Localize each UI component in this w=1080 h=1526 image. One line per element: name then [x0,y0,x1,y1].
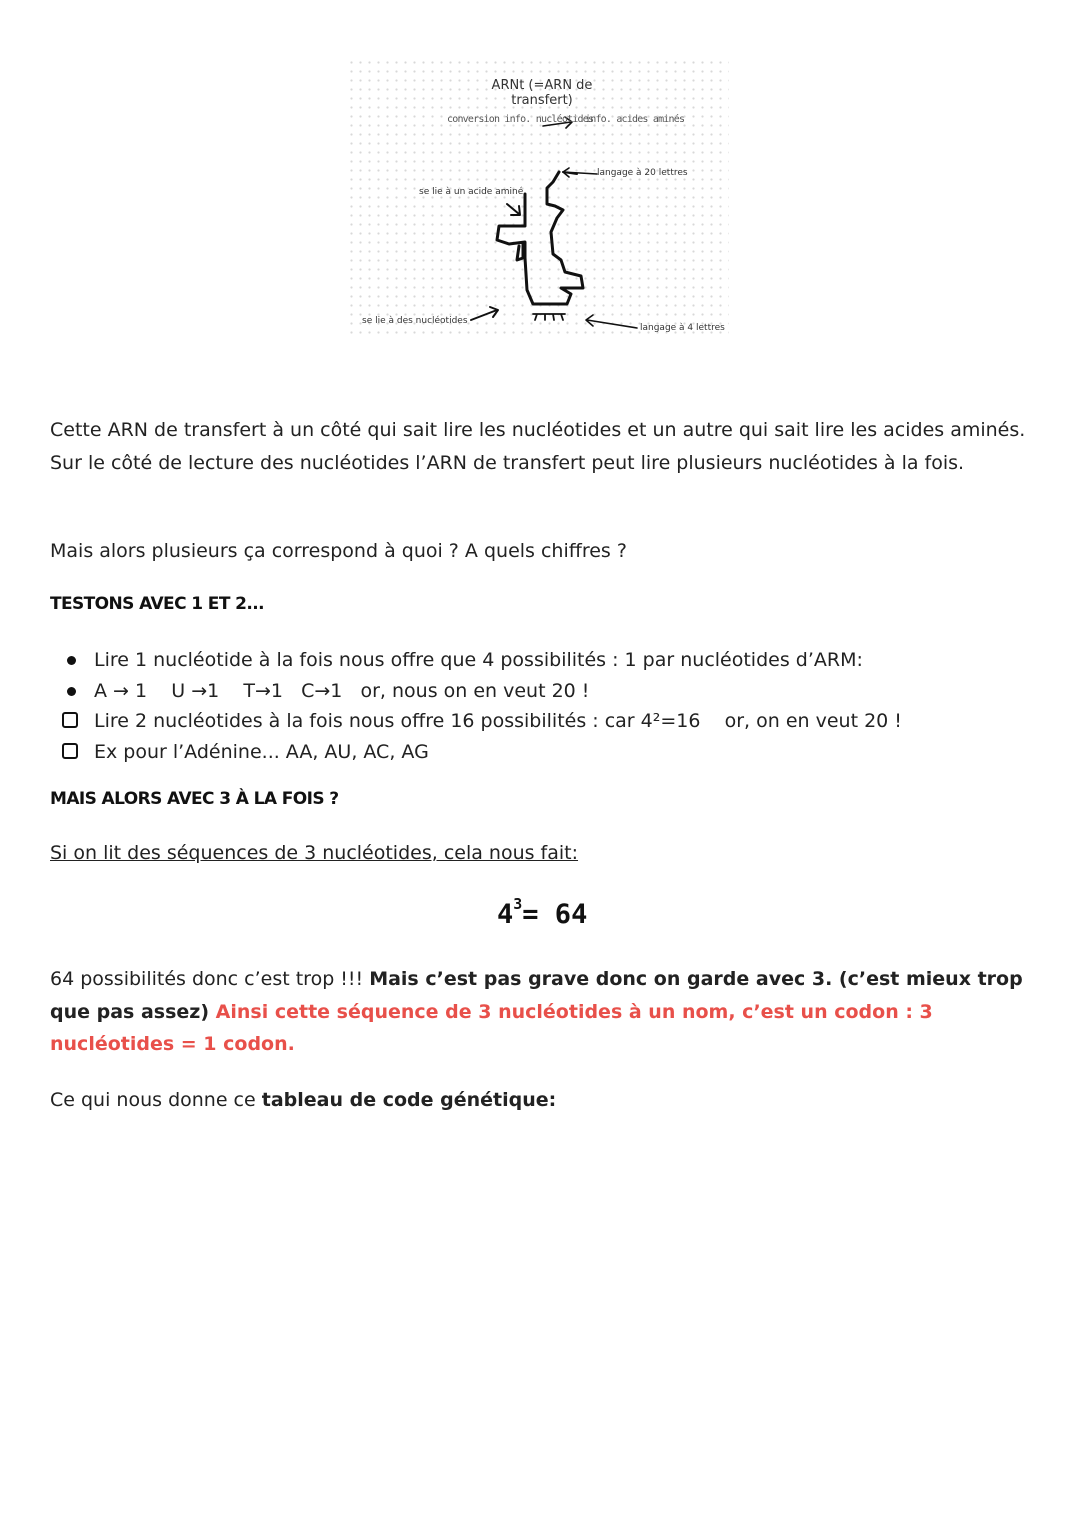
figure-conversion-right: info. acides aminés [585,114,685,125]
table-intro-bold: tableau de code génétique: [261,1089,557,1111]
trna-figure [347,58,729,340]
checkbox-icon[interactable] [62,743,78,759]
checkbox-icon[interactable] [62,712,78,728]
figure-title: ARNt (=ARN de transfert) [491,78,593,108]
list-item-text: Ex pour l’Adénine... AA, AU, AC, AG [94,740,429,763]
list-item-text: A → 1 U →1 T→1 C→1 or, nous on en veut 20 ! [94,679,590,702]
figure-label-acide-amine: se lie à un acide aminé [419,187,524,197]
heading-testons: TESTONS AVEC 1 ET 2... [50,594,264,614]
formula [497,895,587,930]
underlined-text: Si on lit des séquences de 3 nucléotides, cela nous fait: [50,842,579,864]
table-intro-text: Ce qui nous donne ce [50,1089,262,1111]
list-item-text: Lire 2 nucléotides à la fois nous offre 16 possibilités : car 4²=16 or, on en veut 20 ! [94,710,902,732]
paragraph-table-intro [50,1084,1035,1117]
figure-conversion-left: conversion info. nucléotides [447,114,594,125]
list-item [60,645,1040,676]
underlined-line [50,837,1035,870]
figure-label-nucleotides: se lie à des nucléotides [362,316,468,326]
conclusion-bold: Mais c’est pas grave donc on garde avec 3. (c’est mieux trop que pas assez) [50,968,1023,1023]
heading-mais-alors: MAIS ALORS AVEC 3 À LA FOIS ? [50,789,339,809]
figure-label-langage-20: langage à 20 lettres [597,168,688,178]
list-item[interactable] [60,737,1040,768]
figure-label-langage-4: langage à 4 lettres [640,323,725,333]
formula-base: 4 [497,899,514,930]
formula-exponent: 3 [513,895,523,913]
paragraph-conclusion [50,963,1035,1061]
paragraph-question: Mais alors plusieurs ça correspond à quoi ? A quels chiffres ? [50,540,627,562]
formula-result: = 64 [522,899,588,930]
list-item [60,676,1040,707]
bullet-icon [67,656,76,665]
bullet-icon [67,687,76,696]
paragraph-intro: Cette ARN de transfert à un côté qui sait lire les nucléotides et un autre qui sait lire les acides aminés. Sur le côté de lecture des nucléotides l’ARN de transfert peut lire plusieurs nucléotides à la fois. [50,419,1026,474]
conclusion-codon-definition: Ainsi cette séquence de 3 nucléotides à un nom, c’est un codon : 3 nucléotides = 1 codon. [50,1000,933,1055]
possibilities-list [60,645,1040,767]
conclusion-text: 64 possibilités donc c’est trop !!! [50,968,370,990]
list-item-text: Lire 1 nucléotide à la fois nous offre que 4 possibilités : 1 par nucléotides d’ARM: [94,649,863,671]
list-item[interactable] [60,706,1040,737]
